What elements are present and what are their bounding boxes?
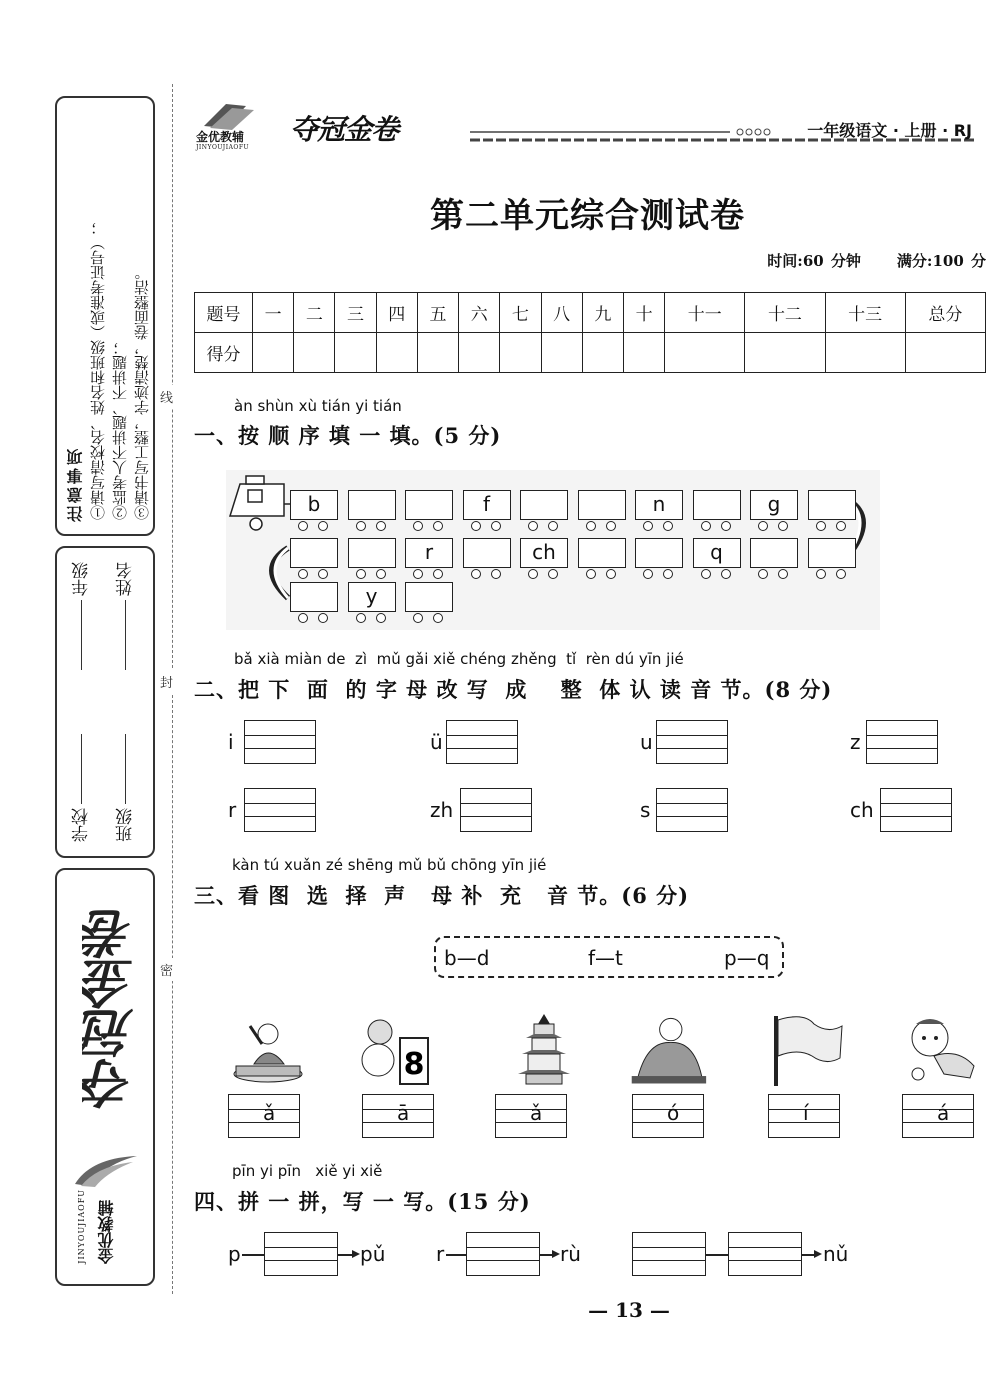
flag-picture — [768, 1012, 848, 1088]
initial-label: u — [640, 730, 653, 754]
initial-label: i — [228, 730, 234, 754]
number-card: 8 — [403, 1047, 425, 1082]
score-cell[interactable] — [417, 333, 458, 373]
train-wheel — [758, 521, 768, 531]
train-wheel — [721, 569, 731, 579]
train-wheel — [298, 613, 308, 623]
syllable-grid[interactable] — [362, 1094, 434, 1138]
question-number-cell: 五 — [417, 293, 458, 333]
train-car[interactable]: q — [693, 538, 741, 568]
class-blank[interactable] — [126, 734, 127, 804]
sec3-title: 三、看 图 选 择 声 母 补 充 音 节。(6 分) — [194, 883, 690, 908]
train-wheel — [413, 569, 423, 579]
train-diagram — [226, 470, 880, 630]
grade-label: 年级 — [72, 562, 92, 596]
name-blank[interactable] — [126, 600, 127, 670]
crawling-baby-picture — [904, 1014, 984, 1090]
sec3-pinyin: kàn tú xuǎn zé shēng mǔ bǔ chōng yīn jié — [232, 856, 547, 874]
train-wheel — [318, 569, 328, 579]
note-line-1: ①请写清校名、姓名和班级（或准考证号）； — [89, 220, 107, 520]
arrow-icon — [352, 1250, 360, 1258]
train-wheel — [376, 521, 386, 531]
spell-result: pǔ — [360, 1242, 386, 1266]
initial-options-box — [434, 936, 784, 978]
train-car[interactable] — [693, 490, 741, 520]
initial-label: z — [850, 730, 861, 754]
train-wheel — [356, 613, 366, 623]
train-car[interactable]: y — [348, 582, 396, 612]
question-number-cell: 六 — [459, 293, 500, 333]
sec2-pinyin: bǎ xià miàn de zì mǔ gǎi xiě chéng zhěng tǐ rèn dú yīn jié — [234, 650, 684, 668]
grade-field[interactable] — [71, 562, 93, 674]
brand-title: 夺冠金卷 — [83, 910, 143, 1110]
score-cell[interactable] — [745, 333, 825, 373]
train-wheel — [298, 521, 308, 531]
sec2-title: 二、把 下 面 的 字 母 改 写 成 整 体 认 读 音 节。(8 分) — [194, 677, 833, 702]
arrow-icon — [552, 1250, 560, 1258]
score-cell[interactable] — [500, 333, 541, 373]
boy-with-number-picture — [356, 1012, 436, 1088]
train-car[interactable] — [348, 490, 396, 520]
syllable-grid[interactable] — [768, 1094, 840, 1138]
train-wheel — [528, 569, 538, 579]
question-number-cell: 九 — [582, 293, 623, 333]
score-cell[interactable] — [665, 333, 745, 373]
train-wheel — [471, 569, 481, 579]
writing-grid[interactable] — [264, 1232, 338, 1276]
score-table — [194, 292, 986, 373]
score-cell[interactable] — [459, 333, 500, 373]
score-cell[interactable] — [335, 333, 376, 373]
train-wheel — [528, 521, 538, 531]
train-car[interactable] — [808, 538, 856, 568]
train-wheel — [816, 521, 826, 531]
train-wheel — [356, 569, 366, 579]
header-logo — [196, 100, 262, 156]
train-car[interactable] — [520, 490, 568, 520]
train-wheel — [356, 521, 366, 531]
time-limit: 时间:60 分钟 — [767, 252, 861, 270]
cut-word-line: 线 — [160, 385, 173, 408]
initial-label: s — [640, 798, 651, 822]
syllable-grid[interactable] — [228, 1094, 300, 1138]
train-wheel — [606, 569, 616, 579]
train-wheel — [643, 569, 653, 579]
buddha-statue-picture — [628, 1012, 708, 1088]
final-with-tone: ā — [397, 1101, 410, 1125]
subject-label: 一年级语文 · 上册 · RJ — [807, 121, 972, 140]
arrow-icon — [814, 1250, 822, 1258]
question-number-cell: 八 — [541, 293, 582, 333]
train-car[interactable] — [750, 538, 798, 568]
train-wheel — [606, 521, 616, 531]
train-car[interactable] — [808, 490, 856, 520]
connector-line — [706, 1254, 728, 1256]
spell-result: rù — [560, 1242, 581, 1266]
question-number-row — [195, 293, 986, 333]
spell-left-initial: r — [436, 1242, 445, 1266]
initial-label: ch — [850, 798, 874, 822]
note-line-2: ②监考人不讲题、不讲题； — [111, 340, 129, 520]
series-title: 夺冠金卷 — [290, 113, 399, 146]
train-wheel — [491, 569, 501, 579]
brand-name: 金优教辅 — [97, 1200, 116, 1264]
train-wheel — [721, 521, 731, 531]
cut-word-secret: 密 — [160, 958, 173, 981]
connector-line — [242, 1254, 264, 1256]
connector-line — [446, 1254, 466, 1256]
train-wheel — [758, 569, 768, 579]
notes-box — [55, 96, 155, 536]
score-cell[interactable] — [582, 333, 623, 373]
train-car[interactable]: b — [290, 490, 338, 520]
name-field[interactable] — [115, 562, 137, 674]
train-wheel — [376, 613, 386, 623]
writing-grid[interactable] — [656, 788, 728, 832]
class-field[interactable] — [115, 730, 137, 842]
train-wheel — [816, 569, 826, 579]
book-logo-icon — [196, 100, 262, 130]
notes-heading: 注意事项 — [66, 446, 85, 522]
syllable-grid[interactable] — [902, 1094, 974, 1138]
class-label: 班级 — [116, 808, 136, 842]
school-blank[interactable] — [82, 734, 83, 804]
writing-grid[interactable] — [244, 720, 316, 764]
final-with-tone: í — [803, 1101, 809, 1125]
score-cell[interactable] — [905, 333, 985, 373]
question-number-cell: 十 — [623, 293, 664, 333]
train-wheel — [491, 521, 501, 531]
train-car[interactable] — [578, 538, 626, 568]
train-wheel — [836, 569, 846, 579]
train-car[interactable] — [578, 490, 626, 520]
final-with-tone: ǎ — [263, 1101, 276, 1125]
question-number-cell: 三 — [335, 293, 376, 333]
question-number-cell: 十三 — [825, 293, 905, 333]
train-wheel — [433, 569, 443, 579]
train-wheel — [413, 613, 423, 623]
writing-grid[interactable] — [880, 788, 952, 832]
question-number-cell: 十二 — [745, 293, 825, 333]
connector-line — [540, 1254, 552, 1256]
train-wheel — [586, 521, 596, 531]
school-label: 学校 — [72, 808, 92, 842]
writing-grid[interactable] — [632, 1232, 706, 1276]
brand-name-en: JINYOUJIAOFU — [77, 1189, 86, 1264]
train-car[interactable] — [405, 490, 453, 520]
question-number-label: 题号 — [195, 293, 253, 333]
paper-title: 第二单元综合测试卷 — [430, 196, 745, 236]
train-wheel — [376, 569, 386, 579]
score-cell[interactable] — [253, 333, 294, 373]
train-wheel — [778, 569, 788, 579]
train-wheel — [663, 521, 673, 531]
train-car[interactable]: n — [635, 490, 683, 520]
writing-grid[interactable] — [446, 720, 518, 764]
train-wheel — [413, 521, 423, 531]
question-number-cell: 七 — [500, 293, 541, 333]
note-line-3: ③请书写工整，字迹清楚，卷面整洁。 — [133, 265, 151, 520]
score-cell[interactable] — [541, 333, 582, 373]
question-number-cell: 二 — [294, 293, 335, 333]
sec1-title: 一、按 顺 序 填 一 填。(5 分) — [194, 423, 502, 448]
page-number: — 13 — — [588, 1298, 670, 1322]
train-wheel — [836, 521, 846, 531]
brand-box — [55, 868, 155, 1286]
score-cell[interactable] — [294, 333, 335, 373]
train-car[interactable]: ch — [520, 538, 568, 568]
option-b-d: b—d — [444, 946, 490, 970]
score-label: 得分 — [195, 333, 253, 373]
train-car[interactable] — [348, 538, 396, 568]
score-cell[interactable] — [376, 333, 417, 373]
question-number-cell: 一 — [253, 293, 294, 333]
initial-label: ü — [430, 730, 443, 754]
writing-grid[interactable] — [460, 788, 532, 832]
train-wheel — [701, 521, 711, 531]
header-logo-cn: 金优教辅 — [196, 130, 245, 144]
connector-line — [802, 1254, 814, 1256]
pagoda-picture — [504, 1010, 584, 1086]
student-info-box — [55, 546, 155, 858]
initial-label: r — [228, 798, 237, 822]
writing-grid[interactable] — [244, 788, 316, 832]
sec4-pinyin: pīn yi pīn xiě yi xiě — [232, 1162, 383, 1180]
drum-player-picture — [228, 1012, 308, 1088]
question-number-cell: 总分 — [905, 293, 985, 333]
initial-label: zh — [430, 798, 454, 822]
spell-result: nǔ — [823, 1242, 849, 1266]
syllable-grid[interactable] — [632, 1094, 704, 1138]
school-field[interactable] — [71, 730, 93, 842]
score-cell[interactable] — [825, 333, 905, 373]
grade-blank[interactable] — [82, 600, 83, 670]
train-car[interactable] — [463, 538, 511, 568]
train-wheel — [548, 569, 558, 579]
train-car[interactable]: g — [750, 490, 798, 520]
train-wheel — [433, 613, 443, 623]
writing-grid[interactable] — [728, 1232, 802, 1276]
train-car[interactable]: r — [405, 538, 453, 568]
final-with-tone: á — [937, 1101, 950, 1125]
train-wheel — [586, 569, 596, 579]
train-wheel — [548, 521, 558, 531]
score-row — [195, 333, 986, 373]
writing-grid[interactable] — [656, 720, 728, 764]
name-label: 姓名 — [116, 562, 136, 596]
exam-meta — [731, 250, 986, 271]
full-score: 满分:100 分 — [896, 252, 986, 270]
writing-grid[interactable] — [866, 720, 938, 764]
train-wheel — [663, 569, 673, 579]
cut-word-seal: 封 — [160, 670, 173, 693]
train-wheel — [778, 521, 788, 531]
train-wheel — [471, 521, 481, 531]
train-wheel — [433, 521, 443, 531]
train-wheel — [643, 521, 653, 531]
header-logo-en: JINYOUJIAOFU — [196, 144, 250, 151]
question-number-cell: 十一 — [665, 293, 745, 333]
final-with-tone: ǎ — [530, 1101, 543, 1125]
train-wheel — [701, 569, 711, 579]
option-p-q: p—q — [724, 946, 770, 970]
train-car[interactable] — [290, 538, 338, 568]
score-cell[interactable] — [623, 333, 664, 373]
train-car[interactable] — [635, 538, 683, 568]
spell-left-initial: p — [228, 1242, 241, 1266]
writing-grid[interactable] — [466, 1232, 540, 1276]
train-wheel — [298, 569, 308, 579]
connector-line — [338, 1254, 352, 1256]
syllable-grid[interactable] — [495, 1094, 567, 1138]
train-car[interactable] — [405, 582, 453, 612]
brand-swoosh-icon — [71, 1154, 141, 1188]
option-f-t: f—t — [588, 946, 623, 970]
train-wheel — [318, 521, 328, 531]
sec1-pinyin: àn shùn xù tián yi tián — [234, 397, 402, 415]
train-car[interactable] — [290, 582, 338, 612]
question-number-cell: 四 — [376, 293, 417, 333]
train-wheel — [318, 613, 328, 623]
train-car[interactable]: f — [463, 490, 511, 520]
sec4-title: 四、拼 一 拼，写 一 写。(15 分) — [194, 1189, 531, 1214]
final-with-tone: ó — [667, 1101, 680, 1125]
